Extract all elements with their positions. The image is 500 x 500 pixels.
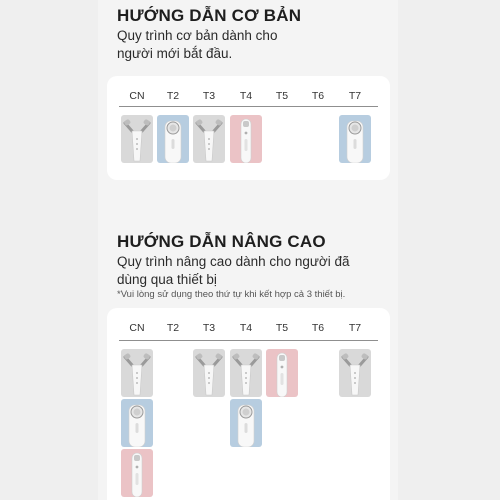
basic-roller-device-tile xyxy=(193,115,225,163)
basic-day-label-t5: T5 xyxy=(275,90,289,102)
basic-day-label-t6: T6 xyxy=(311,90,325,102)
basic-day-header xyxy=(115,76,382,104)
advanced-roller-device-tile xyxy=(230,349,262,397)
face-brush-device-icon xyxy=(339,115,371,163)
advanced-day-label-t7: T7 xyxy=(348,322,362,334)
advanced-day-label-t5: T5 xyxy=(275,322,289,334)
roller-device-icon xyxy=(230,349,262,397)
basic-guide-title: HƯỚNG DẪN CƠ BẢN xyxy=(117,6,302,25)
advanced-roller-device-tile xyxy=(339,349,371,397)
advanced-guide-note: *Vui lòng sử dụng theo thứ tự khi kết hợp cả 3 thiết bị. xyxy=(117,289,346,300)
advanced-face-brush-device-tile xyxy=(230,399,262,447)
face-brush-device-icon xyxy=(121,399,153,447)
advanced-roller-device-tile xyxy=(121,349,153,397)
eye-wand-device-icon xyxy=(121,449,153,497)
face-brush-device-icon xyxy=(157,115,189,163)
advanced-day-label-t4: T4 xyxy=(239,322,253,334)
basic-schedule-card xyxy=(107,76,390,180)
advanced-guide-title: HƯỚNG DẪN NÂNG CAO xyxy=(117,232,326,251)
eye-wand-device-icon xyxy=(230,115,262,163)
basic-face-brush-device-tile xyxy=(157,115,189,163)
basic-eye-wand-device-tile xyxy=(230,115,262,163)
advanced-eye-wand-device-tile xyxy=(121,449,153,497)
advanced-day-label-t6: T6 xyxy=(311,322,325,334)
advanced-day-label-t3: T3 xyxy=(202,322,216,334)
basic-roller-device-tile xyxy=(121,115,153,163)
roller-device-icon xyxy=(339,349,371,397)
basic-day-label-t7: T7 xyxy=(348,90,362,102)
roller-device-icon xyxy=(193,349,225,397)
roller-device-icon xyxy=(121,115,153,163)
roller-device-icon xyxy=(121,349,153,397)
eye-wand-device-icon xyxy=(266,349,298,397)
advanced-face-brush-device-tile xyxy=(121,399,153,447)
basic-face-brush-device-tile xyxy=(339,115,371,163)
basic-guide-description: Quy trình cơ bản dành cho người mới bắt đầu. xyxy=(117,28,278,61)
advanced-eye-wand-device-tile xyxy=(266,349,298,397)
advanced-day-label-cn: CN xyxy=(129,322,145,334)
advanced-day-header xyxy=(115,308,382,336)
advanced-guide-description: Quy trình nâng cao dành cho người đã dùng qua thiết bị xyxy=(117,254,350,287)
basic-day-label-t3: T3 xyxy=(202,90,216,102)
advanced-schedule-card xyxy=(107,308,390,500)
roller-device-icon xyxy=(193,115,225,163)
face-brush-device-icon xyxy=(230,399,262,447)
basic-day-label-cn: CN xyxy=(129,90,145,102)
advanced-day-divider xyxy=(119,340,378,341)
advanced-roller-device-tile xyxy=(193,349,225,397)
basic-day-divider xyxy=(119,106,378,107)
advanced-day-label-t2: T2 xyxy=(166,322,180,334)
basic-day-label-t4: T4 xyxy=(239,90,253,102)
basic-day-label-t2: T2 xyxy=(166,90,180,102)
